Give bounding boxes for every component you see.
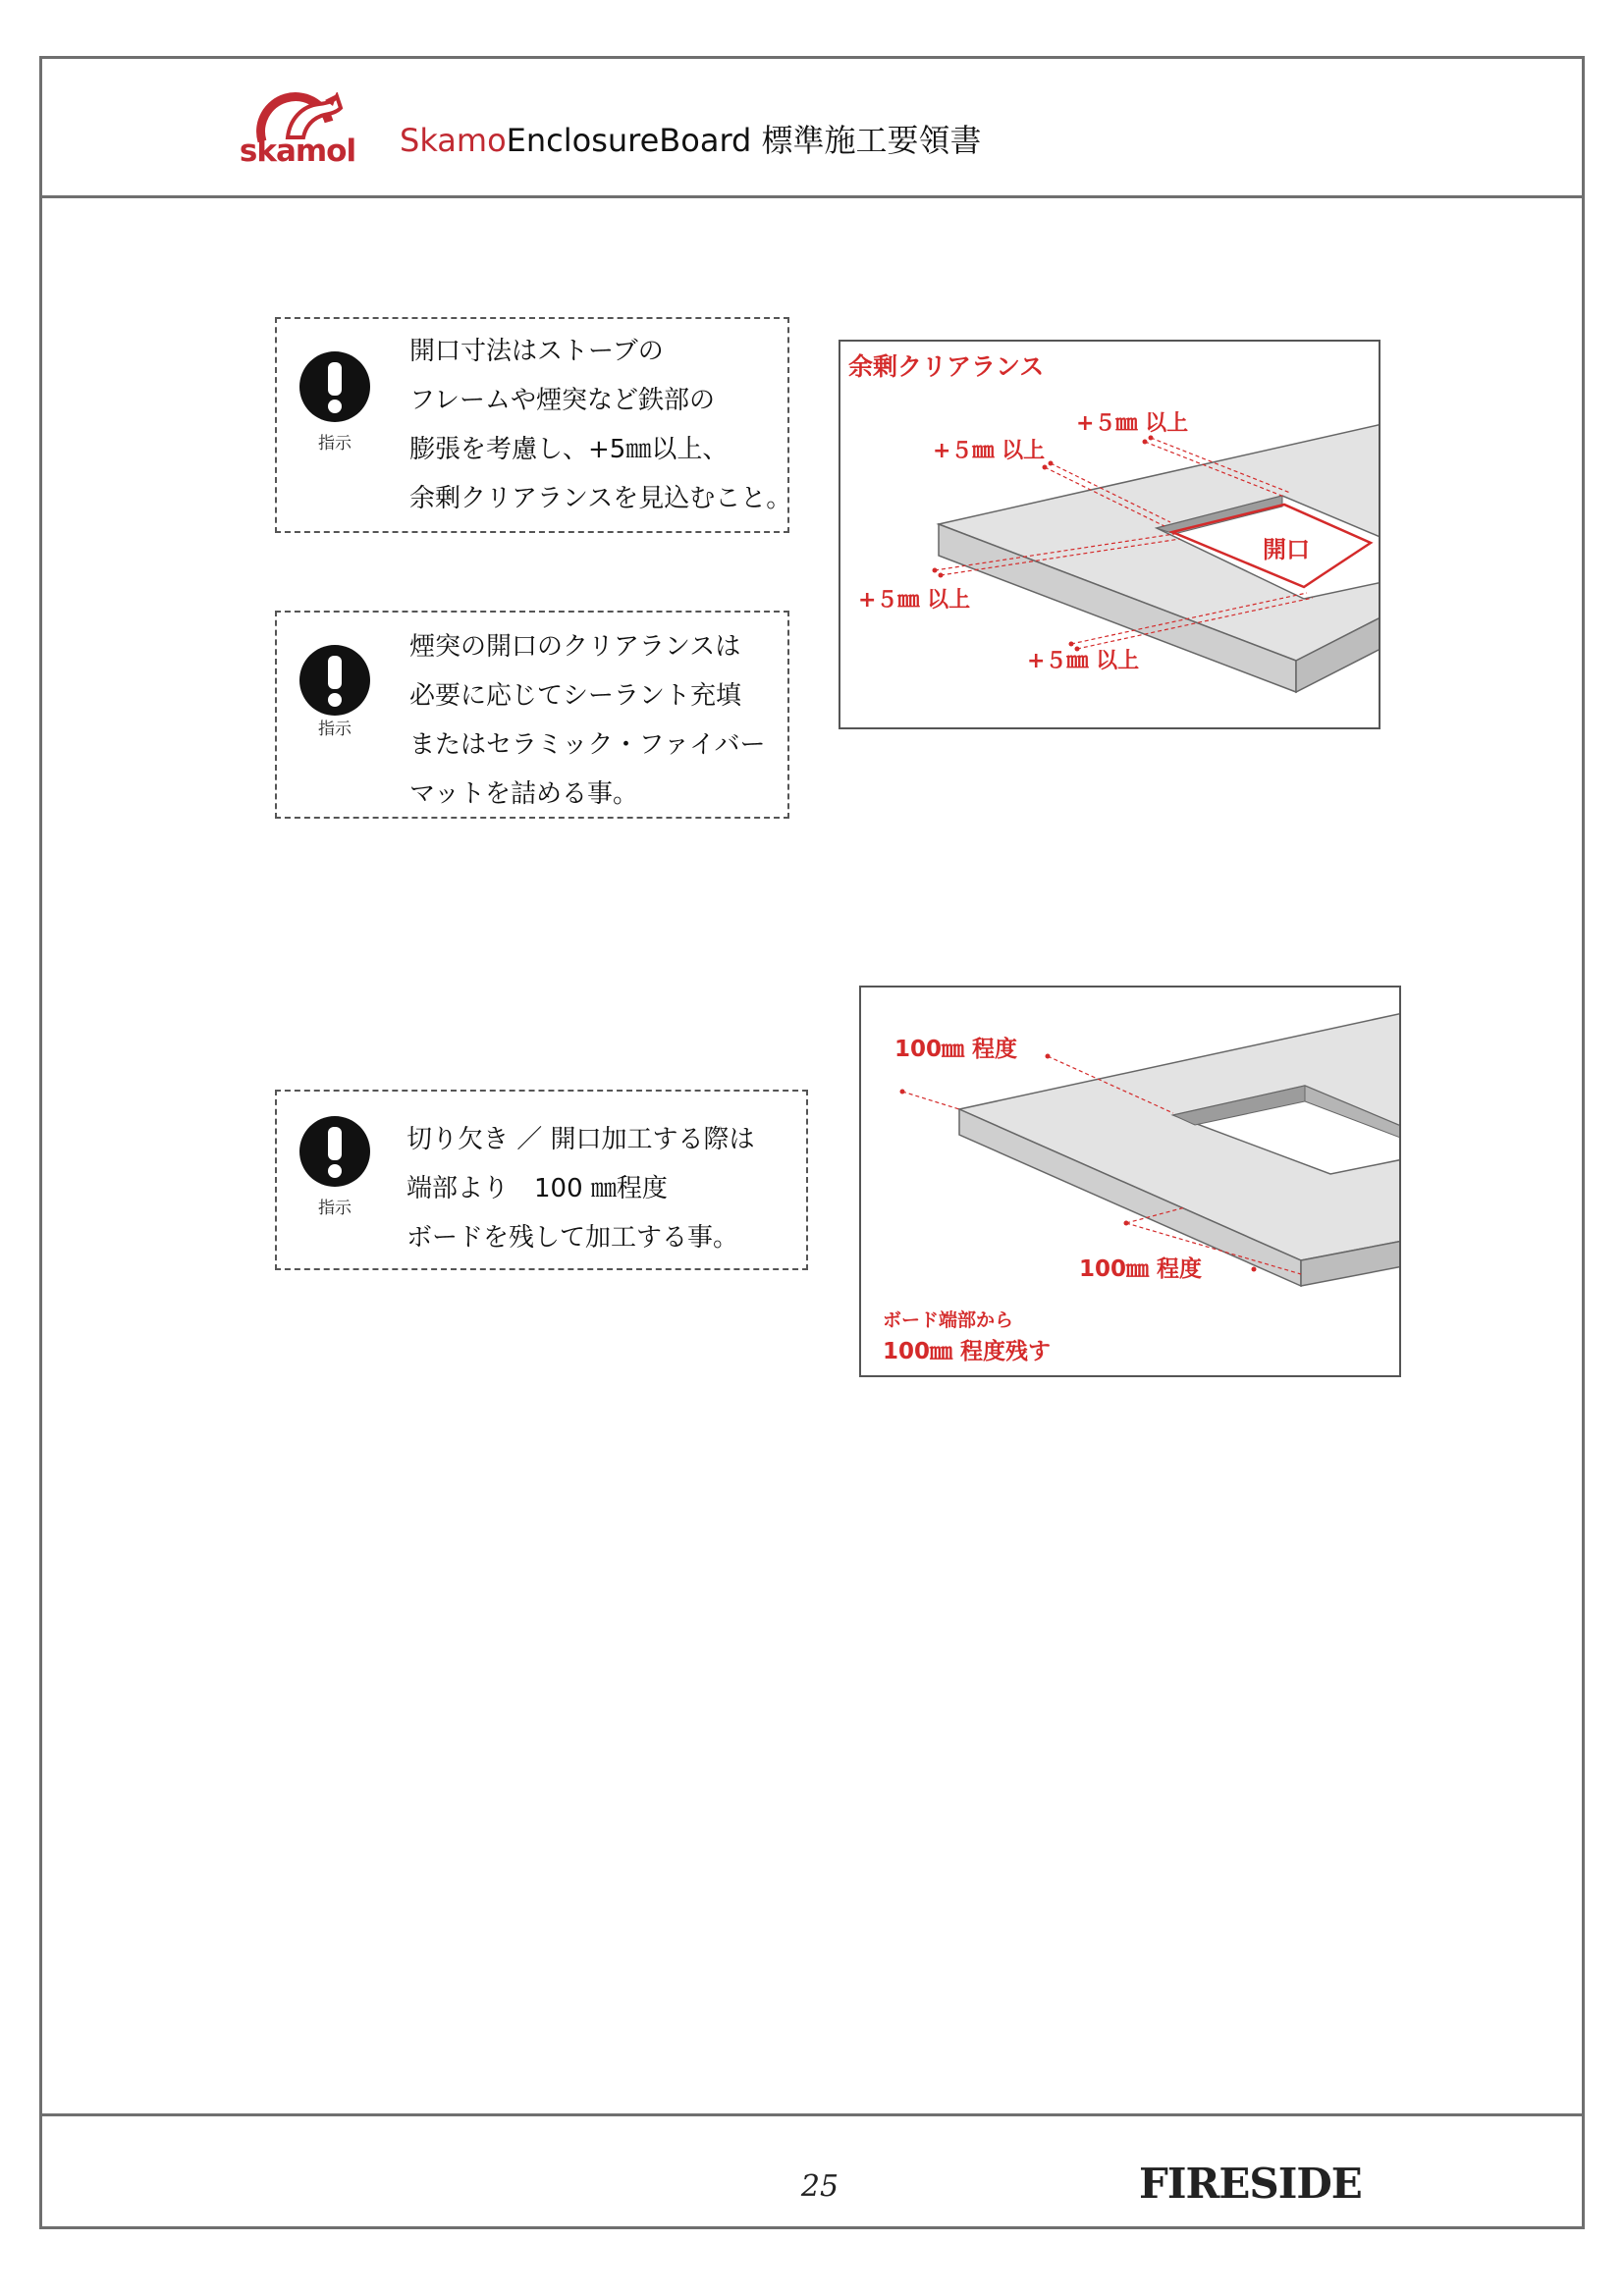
notice-line: 端部より 100 ㎜程度 (406, 1174, 668, 1203)
exclamation-icon (298, 644, 371, 717)
margin-note-line1: ボード端部から (883, 1309, 1014, 1331)
notice-line: 余剰クリアランスを見込むこと。 (409, 484, 792, 513)
title-rest: EnclosureBoard 標準施工要領書 (506, 122, 982, 159)
page-title (400, 116, 982, 161)
notice-line: 煙突の開口のクリアランスは (409, 632, 741, 662)
fireside-logo: FIRESIDE (1139, 2160, 1362, 2208)
footer-divider (39, 2113, 1585, 2116)
skamol-logo (239, 92, 356, 175)
logo-text: skamol (239, 133, 356, 169)
clearance-label-top-right: +５㎜ 以上 (1076, 411, 1189, 436)
edge-margin-diagram (859, 986, 1401, 1377)
notice-line: フレームや煙突など鉄部の (409, 386, 715, 415)
notice-line: 切り欠き ／ 開口加工する際は (406, 1125, 755, 1154)
notice-icon-label: 指示 (318, 1199, 352, 1218)
notice-box-3 (275, 1090, 808, 1270)
notice-line: 必要に応じてシーラント充填 (409, 681, 742, 711)
notice-line: 開口寸法はストーブの (409, 337, 664, 366)
margin-note-line2: 100㎜ 程度残す (883, 1339, 1052, 1364)
notice-icon-label: 指示 (318, 434, 352, 454)
clearance-diagram (839, 340, 1380, 729)
header-divider (39, 195, 1585, 198)
notice-line: マットを詰める事。 (409, 779, 638, 809)
notice-icon-label: 指示 (318, 720, 352, 739)
clearance-label-left: +５㎜ 以上 (858, 588, 971, 613)
clearance-label-bottom: +５㎜ 以上 (1027, 649, 1140, 673)
clearance-label-top-left: +５㎜ 以上 (933, 439, 1046, 463)
notice-box-2 (275, 611, 789, 819)
title-brand: Skamo (400, 122, 507, 159)
exclamation-icon (298, 1115, 371, 1188)
opening-label: 開口 (1263, 536, 1310, 563)
clearance-title: 余剰クリアランス (848, 352, 1045, 381)
margin-label-top: 100㎜ 程度 (894, 1037, 1018, 1062)
notice-line: ボードを残して加工する事。 (406, 1223, 739, 1253)
margin-label-bottom: 100㎜ 程度 (1079, 1256, 1203, 1282)
exclamation-icon (298, 350, 371, 423)
notice-box-1 (275, 317, 792, 533)
notice-line: 膨張を考慮し、+5㎜以上、 (409, 435, 729, 464)
page-number: 25 (800, 2169, 839, 2204)
notice-line: またはセラミック・ファイバー (409, 730, 766, 760)
